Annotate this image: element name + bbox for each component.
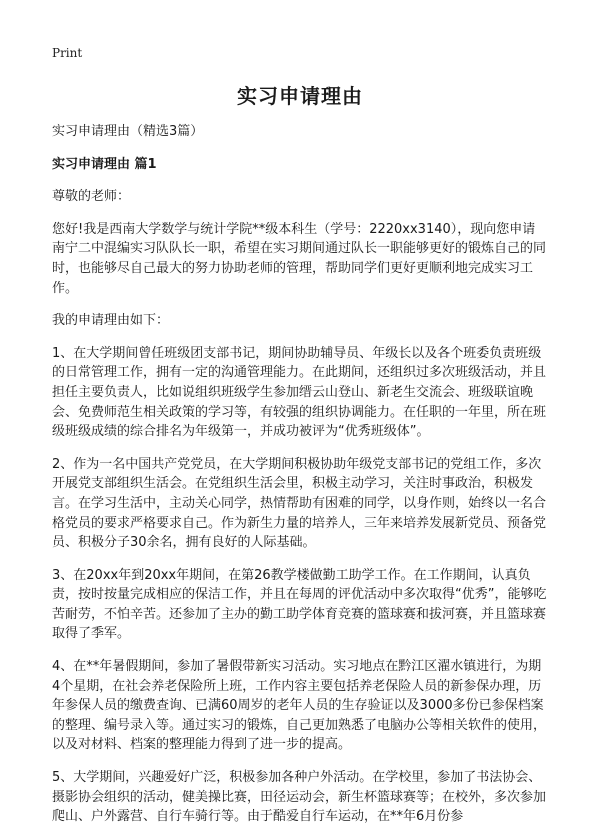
document-body (52, 122, 548, 840)
section-heading: 实习申请理由 篇1 (52, 156, 157, 172)
paragraph-reason-4: 4、在**年暑假期间，参加了暑假带新实习活动。实习地点在黔江区濯水镇进行，为期4个星期，在社会养老保险所上班，工作内容主要包括养老保险人员的新参保办理，历年参保人员的缴费查询、已满60周岁的老年人员的生存验证以及3000多份已参保档案的整理、编号录入等。通过实习的锻炼，自己更加熟悉了电脑办公等相关软件的使用，以及对材料、档案的整理能力得到了进一步的提高。 (52, 659, 547, 753)
paragraph-reason-1: 1、在大学期间曾任班级团支部书记，期间协助辅导员、年级长以及各个班委负责班级的日常管理工作，拥有一定的沟通管理能力。在此期间，还组织过多次班级活动，并且担任主要负责人，比如说组织班级学生参加缙云山登山、新老生交流会、班级联谊晚会、免费师范生相关政策的学习等，有较强的组织协调能力。在任职的一年里，所在班级班级成绩的综合排名为年级第一，并成功被评为“优秀班级体”。 (52, 345, 547, 440)
paragraph-reason-2: 2、作为一名中国共产党党员，在大学期间积极协助年级党支部书记的党组工作，多次开展党支部组织生活会。在党组织生活会里，积极主动学习，关注时事政治，积极发言。在学习生活中，主动关心同学，热情帮助有困难的同学，以身作则，始终以一名合格党员的要求严格要求自己。作为新生力量的培养人，三年来培养发展新党员、预备党员、积极分子30余名，拥有良好的人际基础。 (52, 456, 547, 551)
paragraph-reasons-intro: 我的申请理由如下： (52, 313, 170, 329)
paragraph-intro: 您好!我是西南大学数学与统计学院**级本科生（学号：2220xx3140），现向您申请南宁二中混编实习队队长一职，希望在实习期间通过队长一职能够更好的锻炼自己的同时，也能够尽自己最大的努力协助老师的管理，帮助同学们更好更顺利地完成实习工作。 (52, 221, 547, 296)
salutation: 尊敬的老师： (52, 189, 131, 205)
page-title: 实习申请理由 (237, 84, 363, 108)
print-link[interactable]: Print (52, 46, 83, 60)
document-subtitle: 实习申请理由（精选3篇） (52, 124, 204, 139)
paragraph-reason-5: 5、大学期间，兴趣爱好广泛，积极参加各种户外活动。在学校里，参加了书法协会、摄影协会组织的活动，健美操比赛，田径运动会，新生杯篮球赛等；在校外，多次参加爬山、户外露营、自行车骑行等。由于酷爱自行车运动，在**年6月份参 (52, 770, 547, 825)
paragraph-reason-3: 3、在20xx年到20xx年期间，在第26教学楼做勤工助学工作。在工作期间，认真负责，按时按量完成相应的保洁工作，并且在每周的评优活动中多次取得“优秀”，能够吃苦耐劳，不怕辛苦。还参加了主办的勤工助学体育竞赛的篮球赛和拔河赛，并且篮球赛取得了季军。 (52, 567, 547, 642)
